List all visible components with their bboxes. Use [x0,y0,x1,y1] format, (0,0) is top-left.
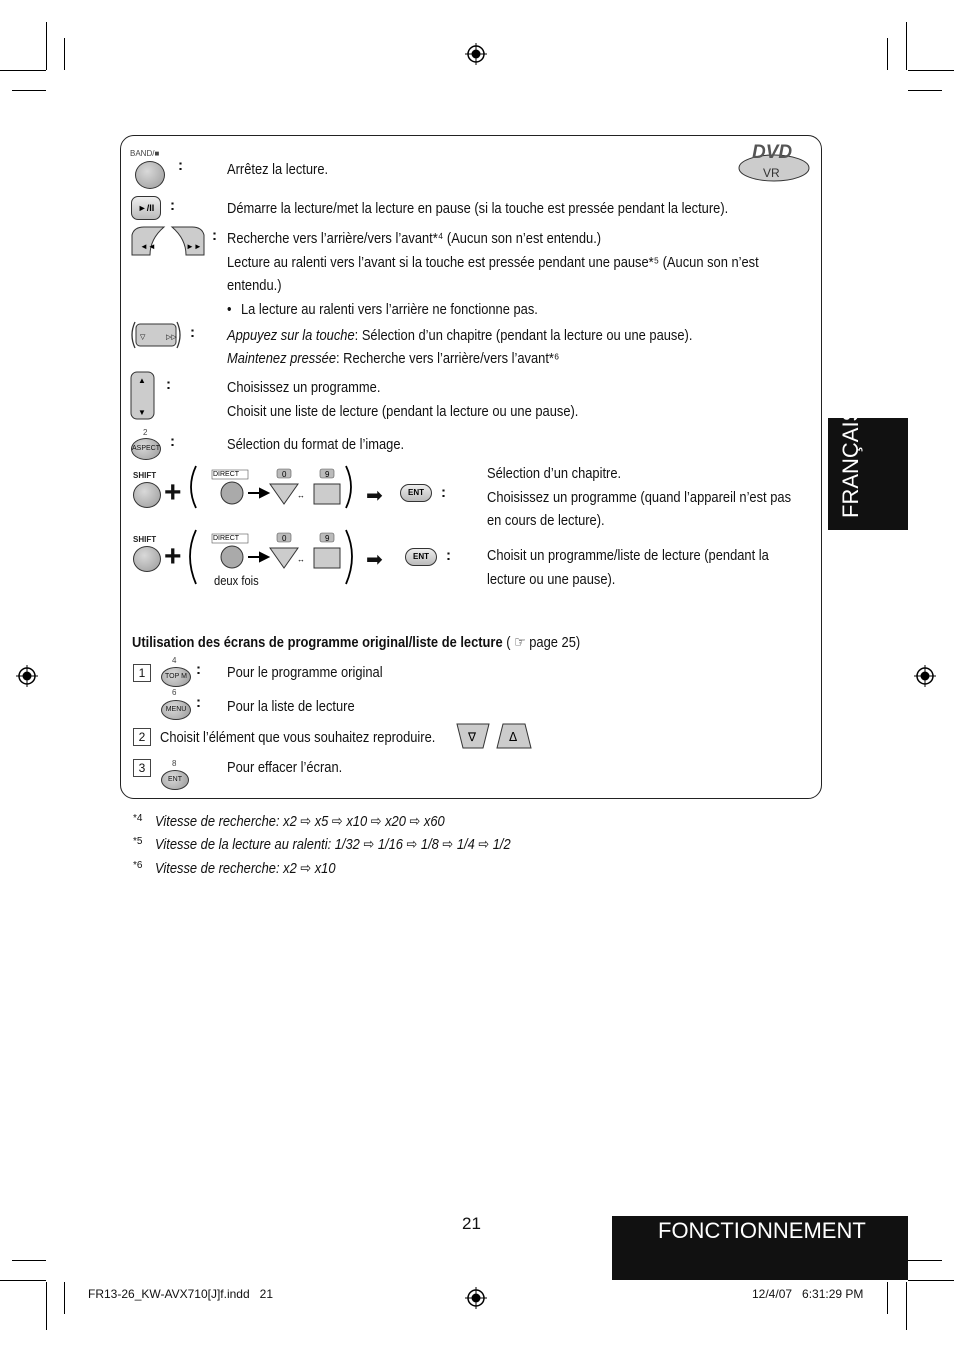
digit-0: 0 [282,534,287,543]
play-pause-button[interactable]: ►/II [131,196,161,220]
section-tab-label: FONCTIONNEMENT [658,1218,866,1243]
twice-label: deux fois [214,573,259,588]
colon: : [170,433,175,450]
crop-mark [12,1260,46,1261]
svg-text:↔: ↔ [297,555,305,564]
shift-button[interactable] [133,546,161,572]
step1-text-a: Pour le programme original [227,664,383,681]
up-down-button-icon[interactable] [130,371,156,421]
program-text-1: Choisissez un programme. [227,379,381,396]
menu-button[interactable]: MENU [161,700,191,720]
footer-file: FR13-26_KW-AVX710[J]f.indd 21 [88,1287,273,1301]
crop-mark [64,1282,65,1314]
footnote-mark: *5 [133,836,143,847]
menu-number: 6 [172,688,177,697]
vr-logo-text: VR [763,166,780,180]
ent-button[interactable]: ENT [161,770,189,790]
arrow-right-icon: ➡ [366,549,383,571]
direct-sequence-icon [186,528,356,586]
band-stop-button[interactable] [135,161,165,189]
shift-button[interactable] [133,482,161,508]
direct2-text-b: lecture ou une pause). [487,571,616,588]
press-text: Appuyez sur la touche: Sélection d’un chapitre (pendant la lecture ou une pause). [227,327,693,344]
footnote-text: Vitesse de recherche: x2 ⇨ x10 [155,860,336,877]
svg-text:▲: ▲ [138,376,146,385]
hold-text: Maintenez pressée: Recherche vers l’arrière/vers l’avant*⁶ [227,350,560,367]
colon: : [170,197,175,214]
band-label: BAND/■ [130,149,160,158]
step1-text-b: Pour la liste de lecture [227,698,355,715]
svg-text:∇: ∇ [468,730,477,744]
crop-mark [46,22,47,70]
aspect-number: 2 [143,428,148,437]
svg-text:↔: ↔ [297,491,305,500]
dvd-logo-text: DVD [752,142,793,163]
footnote-text: Vitesse de recherche: x2 ⇨ x5 ⇨ x10 ⇨ x20 ⇨ x60 [155,813,445,830]
registration-mark-icon [914,665,936,687]
colon: : [196,661,201,678]
colon: : [190,324,195,341]
rocker-button-icon[interactable] [130,320,182,350]
search-text-1: Recherche vers l’arrière/vers l’avant*⁴ (Aucun son n’est entendu.) [227,230,602,247]
section-heading: Utilisation des écrans de programme original/liste de lecture ( ☞ page 25) [132,634,581,651]
shift-label: SHIFT [133,535,157,544]
ent-button[interactable]: ENT [405,548,437,566]
step-number: 2 [133,728,151,746]
footnote-text: Vitesse de la lecture au ralenti: 1/32 ⇨ 1/16 ⇨ 1/8 ⇨ 1/4 ⇨ 1/2 [155,836,511,853]
skip-buttons-icon[interactable] [130,225,208,259]
ent-number: 8 [172,759,177,768]
colon: : [441,484,446,501]
section-tab [612,1216,908,1280]
plus-icon: + [164,476,182,509]
crop-mark [46,1282,47,1330]
digit-9: 9 [325,534,330,543]
crop-mark [64,38,65,70]
bullet-marker: • [227,301,232,318]
step3-text: Pour effacer l’écran. [227,759,343,776]
crop-mark [908,90,942,91]
direct2-text-a: Choisit un programme/liste de lecture (pendant la [487,547,769,564]
direct1-text-a: Sélection d’un chapitre. [487,465,622,482]
search-bullet-text: La lecture au ralenti vers l’arrière ne fonctionne pas. [241,301,538,318]
colon: : [446,547,451,564]
top-menu-button[interactable]: TOP M [161,667,191,687]
aspect-text: Sélection du format de l’image. [227,436,405,453]
svg-text:Δ: Δ [509,730,518,744]
direct1-text-b: Choisissez un programme (quand l’appareil n’est pas [487,489,792,506]
crop-mark [0,70,46,71]
direct1-text-c: en cours de lecture). [487,512,605,529]
down-up-buttons-icon[interactable] [455,722,535,750]
search-text-3: entendu.) [227,277,282,294]
aspect-button[interactable]: ASPECT [131,438,161,460]
footer-date: 12/4/07 6:31:29 PM [752,1287,864,1301]
ent-button[interactable]: ENT [400,484,432,502]
crop-mark [887,1282,888,1314]
step-number: 1 [133,664,151,682]
play-pause-text: Démarre la lecture/met la lecture en pause (si la touche est pressée pendant la lecture). [227,200,729,217]
crop-mark [908,1280,954,1281]
search-text-2: Lecture au ralenti vers l’avant si la touche est pressée pendant une pause*⁵ (Aucun son n’est [227,254,759,271]
colon: : [196,694,201,711]
crop-mark [906,22,907,70]
svg-text:▷▷: ▷▷ [166,334,177,341]
svg-text:◄◄: ◄◄ [140,242,156,251]
direct-label: DIRECT [213,471,240,478]
footnote-mark: *6 [133,860,143,871]
language-tab-label: FRANÇAIS [838,406,863,518]
svg-text:►►: ►► [186,242,202,251]
crop-mark [908,1260,942,1261]
step2-text: Choisit l’élément que vous souhaitez reproduire. [160,729,436,746]
topm-number: 4 [172,656,177,665]
svg-text:▼: ▼ [138,408,146,417]
colon: : [166,376,171,393]
digit-9: 9 [325,470,330,479]
registration-mark-icon [465,1287,487,1309]
colon: : [178,157,183,174]
direct-sequence-icon [186,464,356,510]
language-tab [828,406,908,530]
registration-mark-icon [465,43,487,65]
crop-mark [0,1280,46,1281]
plus-icon: + [164,540,182,573]
footnote-mark: *4 [133,813,143,824]
page-number: 21 [462,1214,481,1233]
crop-mark [906,1282,907,1330]
direct-label: DIRECT [213,535,240,542]
arrow-right-icon: ➡ [366,485,383,507]
stop-text: Arrêtez la lecture. [227,161,329,178]
crop-mark [908,70,954,71]
shift-label: SHIFT [133,471,157,480]
svg-text:▽: ▽ [140,334,146,341]
colon: : [212,227,217,244]
program-text-2: Choisit une liste de lecture (pendant la lecture ou une pause). [227,403,579,420]
registration-mark-icon [16,665,38,687]
crop-mark [12,90,46,91]
step-number: 3 [133,759,151,777]
digit-0: 0 [282,470,287,479]
crop-mark [887,38,888,70]
